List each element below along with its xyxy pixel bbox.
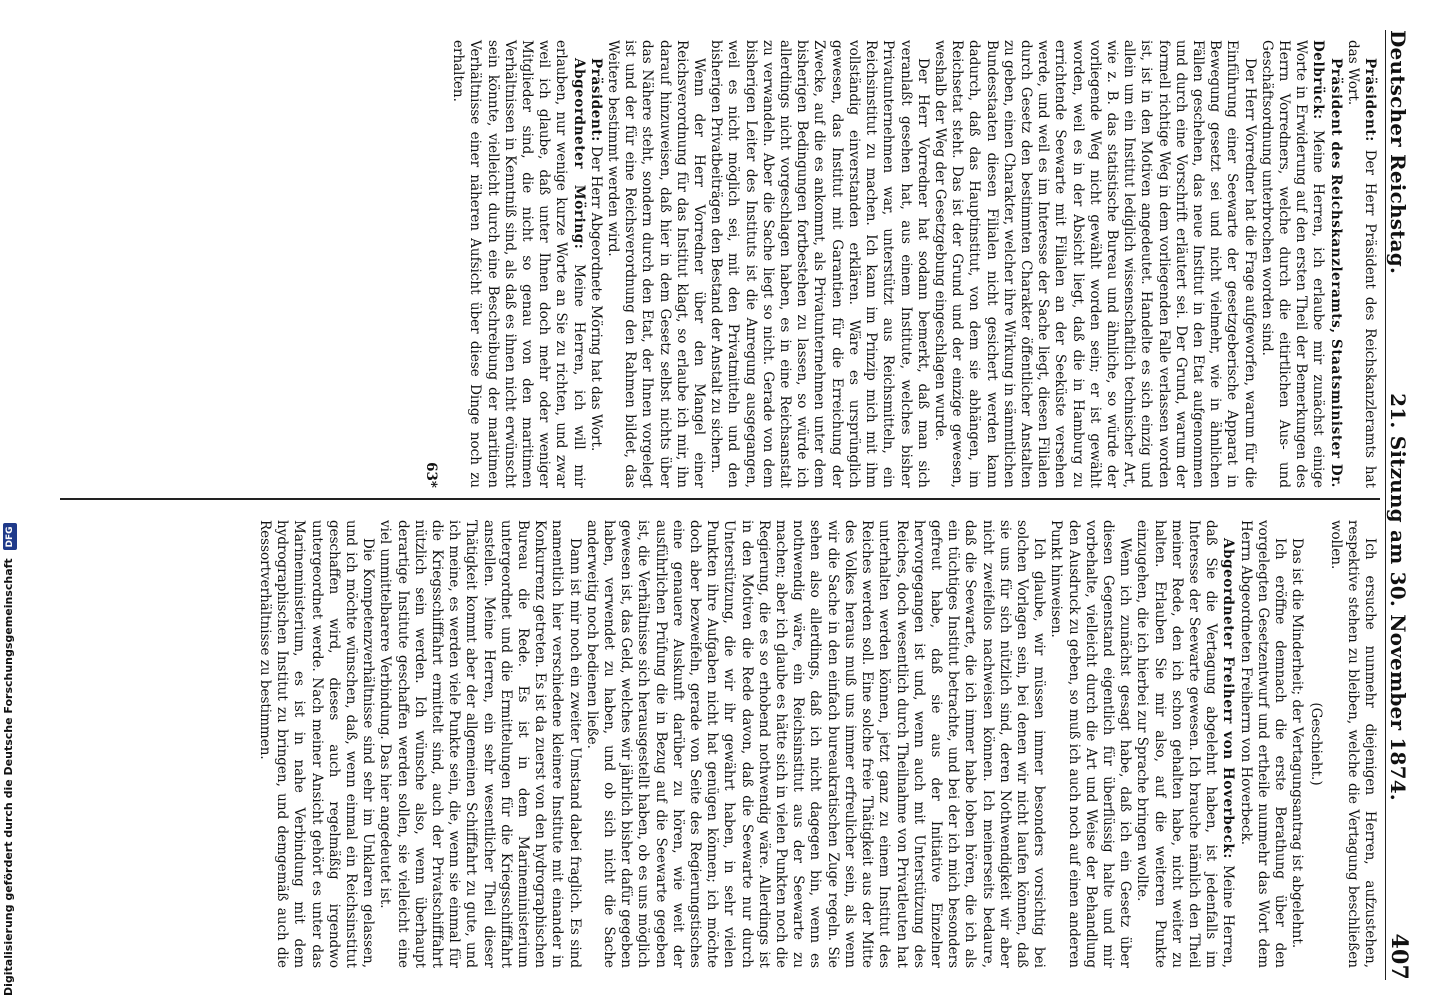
- sheet-signature: 63*: [423, 462, 440, 488]
- column-divider: [60, 498, 1380, 500]
- paragraph: Ich glaube, wir müssen immer besonders vorsichtig bei solchen Vorlagen sein, bei denen wir nicht laufen können, daß sie uns für sich nützlich sind, deren Nothwendigkeit wir aber nicht zweifellos nachweisen können. Ich meinerseits bedaure, daß die Seewarte, die ich immer habe loben hören, die ich als ein tüchtiges Institut betrachte, und bei der ich mich besonders gefreut habe, daß sie aus der Initiative Einzelner hervorgegangen ist und, wenn auch mit Unterstützung des Reiches, doch wesentlich durch Theilnahme von Privatleuten hat unterhalten werden können, jetzt ganz zu einem Institut des Reiches werden soll. Eine solche freie Thätigkeit aus der Mitte des Volkes heraus muß uns immer erfreulicher sein, als wenn wir die Sache in den einfach bureaukratischen Zuge regeln. Sie sehen also allerdings, daß ich nicht dagegen bin, wenn es nothwendig wäre, ein Reichsinstitut aus der Seewarte zu machen; aber ich glaube es hätte sich in vielen Punkten noch die Regierung, die es so erhobend nothwendig wäre. Allerdings ist in den Motiven die Rede davon, daß die Seewarte nur durch Unterstützung, die wir ihr gewährt haben, in sehr vielen Punkten ihre Aufgaben nicht hat genügen können; ich möchte doch aber bezweifeln, gerade von Seite des Regierungstisches eine genauere Auskunft darüber zu hören, wie weit der ausführlichen Prüfung die in Bezug auf die Seewarte gegeben ist, die Verhältnisse sich herausgestellt haben, ob es uns möglich gewesen ist, das Geld, welches wir jährlich bisher dafür gegeben haben, verwendet zu haben, und ob sich nicht die Sache anderweitig noch bedienen ließe.: [583, 520, 1048, 968]
- dfg-logo: DFG: [3, 523, 17, 550]
- page-header: [1385, 30, 1422, 980]
- paragraph: Abgeordneter Freiherr von Hoverbeck: Meine Herren, daß Sie die Vertagung abgelehnt haben, ist jedenfalls im Interesse der Seewarte gewesen. Ich brauche nämlich den Theil meiner Rede, den ich schon gehalten habe, nicht weiter zu halten. Erlauben Sie mir also, auf die weiteren Punkte einzugehen, die ich hierbei zur Sprache bringen wollte.: [1134, 520, 1237, 968]
- paragraph: Wenn ich zunächst gesagt habe, daß ich ein Gesetz über diesen Gegenstand eigentlich für überflüssig halte und mir vorbehalte, vielleicht durch die Art und Weise der Behandlung den Ausdruck zu geben, so muß ich auch noch auf einen anderen Punkt hinweisen.: [1048, 520, 1134, 968]
- paragraph: Präsident des Reichskanzleramts, Staatsminister Dr. Delbrück: Meine Herren, ich erlaube mir zunächst einige Worte in Erwiderung auf den ersten Theil der Bemerkungen des Herrn Vorredners, welche durch die eitirtlichen Aus- und Geschäftsordnung unterbrochen worden sind.: [1258, 40, 1344, 488]
- paragraph: Der Herr Vorredner hat sodann bemerkt, daß man sich veranlaßt gesehen hat, aus einem Institute, welches bisher Privatunternehmen war, unterstützt aus Reichsmitteln, ein Reichsinstitut zu machen. Ich kann im Prinzip mich mit ihm vollständig einverstanden erklären. Wäre es ursprünglich gewesen, das Institut mit Garantien für die Erreichung der Zwecke, auf die es ankommt, als Privatunternehmen unter dem bisherigen Bedingungen fortbestehen zu lassen, so würde ich allerdings nicht vorgeschlagen haben, es in eine Reichsanstalt zu verwandeln. Aber die Sache liegt so nicht. Gerade von dem bisherigen Leiter des Instituts ist die Anregung ausgegangen, weil es nicht möglich sei, mit den Privatmitteln und den bisherigen Privatbeiträgen den Bestand der Anstalt zu sichern.: [708, 40, 931, 488]
- rotated-page: [52, 0, 1432, 1000]
- paragraph: Ich eröffne demnach die erste Berathung über den vorgelegten Gesetzentwurf und ertheile nunmehr das Wort dem Herrn Abgeordneten Freiherrn von Hoverbeck.: [1237, 520, 1288, 968]
- paragraph: Dann ist mir noch ein zweiter Umstand dabei fraglich. Es sind namentlich hier verschiedene kleinere Institute mit einander in Konkurrenz getreten. Es ist da zuerst von den hydrographischen Bureau die Rede. Es ist in dem Marineministerium untergeordnet und die Ermittelungen für die Kriegsschifffahrt anstellen. Meine Herren, ein sehr wesentlicher Theil dieser Thätigkeit kommt aber der allgemeinen Schifffahrt zu gute, und ich meine, es werden viele Punkte sein, die, wenn sie einmal für die Kriegsschifffahrt ermittelt sind, auch der Privatschifffahrt nützlich sein werden. Ich wünsche also, wenn überhaupt derartige Institute geschaffen werden sollen, sie vielleicht eine viel unmittelbarere Verbindung. Das hier angedeutet ist.: [377, 520, 583, 968]
- paragraph: Abgeordneter Möring: Meine Herren, ich will mir erlauben, nur wenige kurze Worte an Sie zu richten, und zwar weil ich glaube, daß unter Ihnen doch mehr oder weniger Mitglieder sind, die nicht so genau von den maritimen Verhältnissen in Kenntniß sind, als daß es ihnen nicht erwünscht sein könnte, vielleicht durch eine Beschreibung der maritimen Verhältnisse einer näheren Aufsicht über diese Dinge noch zu erhalten.: [450, 40, 587, 489]
- speaker-name: Präsident des Reichskanzleramts, Staatsminister Dr. Delbrück:: [1310, 40, 1344, 488]
- page-number: 407: [1386, 933, 1412, 980]
- speaker-name: Präsident:: [587, 58, 604, 142]
- paragraph: Präsident: Der Herr Präsident des Reichskanzleramts hat das Wort.: [1344, 40, 1378, 488]
- paragraph: Die Kompetenzverhältnisse sind sehr im Unklaren gelassen, und ich möchte wünschen, daß, wenn einmal ein Reichsinstitut geschaffen wird, dieses auch regelmäßig irgendwo untergeordnet werde. Nach meiner Ansicht gehört es unter das Marineministerium, es ist in nahe Verbindung mit dem hydrographischen Institut zu bringen, und demgemäß auch die Ressortverhältnisse zu bestimmen.: [257, 520, 377, 968]
- paragraph: Präsident: Der Herr Abgeordnete Möring hat das Wort.: [587, 58, 604, 452]
- left-column: [422, 40, 1378, 488]
- stage-direction: (Geschieht.): [1308, 702, 1325, 786]
- paragraph: Wenn der Herr Vorredner über den Mangel einer Reichsverordnung für das Institut klagt, so erlaube ich mir, ihn darauf hinzuweisen, daß hier in dem Gesetz selbst nichts über das Nähere steht, sondern durch den Etat, der Ihnen vorgelegt ist und der für eine Reichsverordnung den Rahmen bildet, das Weitere bestimmt werden wird.: [605, 40, 708, 488]
- paragraph: Der Herr Vorredner hat die Frage aufgeworfen, warum für die Einführung einer Seewarte der gesetzgeberische Apparat in Bewegung gesetzt sei und nicht vielmehr, wie in ähnlichen Fällen geschehen, das neue Institut in den Etat aufgenommen und durch eine Vorschrift erläutert sei. Der Grund, warum der formell richtige Weg in dem vorliegenden Falle verlassen worden ist, ist in den Motiven angedeutet. Handelte es sich einzig und allein um ein Institut lediglich wissenschaftlich technischer Art, wie z. B. das statistische Bureau und ähnliche, so würde der vorliegende Weg nicht gewählt worden sein; er ist gewählt worden, weil es in der Absicht liegt, daß die in Hamburg zu errichtende Seewarte mit Filialen an der Seeküste versehen werde, und weil es im Interesse der Sache liegt, diesen Filialen durch Gesetz den bestimmten Charakter öffentlicher Anstalten zu geben, einen Charakter, welcher ihre Wirkung in sämmtlichen Bundesstaaten diesen Filialen nicht gesichert werden kann dadurch, daß das Hauptinstitut, von dem sie abhängen, im Reichsetat steht. Das ist der Grund und der einzige gewesen, weshalb der Weg der Gesetzgebung eingeschlagen wurde.: [931, 40, 1258, 488]
- header-session: 21. Sitzung am 30. November 1874.: [1386, 393, 1410, 801]
- digitization-credit: [2, 256, 16, 996]
- paragraph: Das ist die Minderheit; der Vertagungsantrag ist abgelehnt.: [1289, 538, 1306, 949]
- credit-text: Digitalisierung gefördert durch die Deutsche Forschungsgemeinschaft: [2, 558, 15, 996]
- speaker-name: Abgeordneter Freiherr von Hoverbeck:: [1220, 538, 1237, 859]
- right-column: [256, 520, 1378, 968]
- paragraph: Ich ersuche nunmehr diejenigen Herren, aufzustehen, respektive stehen zu bleiben, welche die Vertagung beschließen wollen.: [1327, 520, 1378, 968]
- speaker-name: Präsident:: [1362, 58, 1378, 142]
- speaker-name: Abgeordneter Möring:: [570, 58, 587, 250]
- header-left: Deutscher Reichstag.: [1386, 30, 1410, 275]
